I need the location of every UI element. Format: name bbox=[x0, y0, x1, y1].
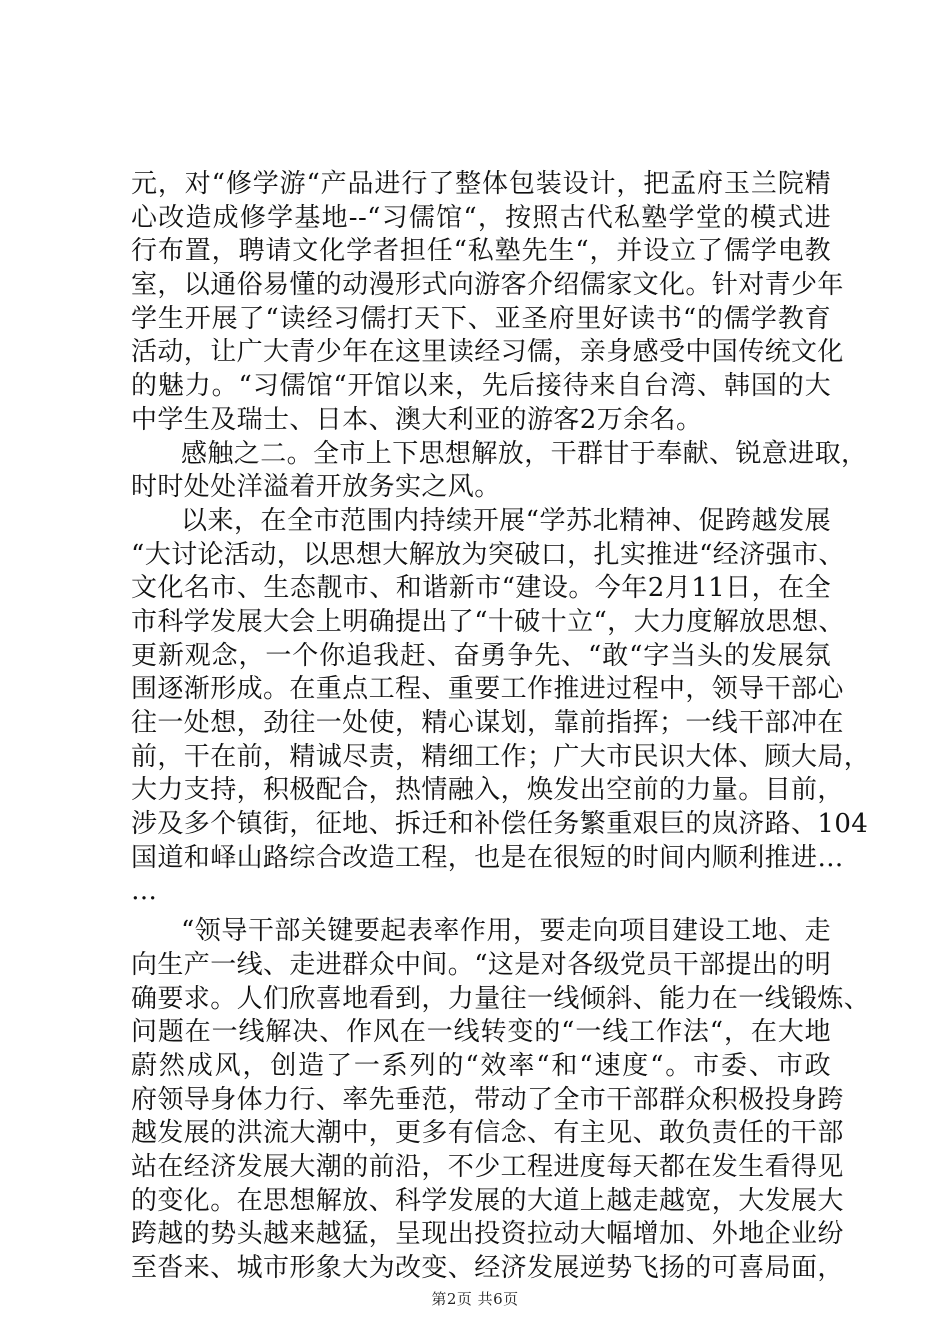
text-line: 往一处想，劲往一处使，精心谋划，靠前指挥；一线干部冲在 bbox=[131, 708, 844, 738]
text-line: 涉及多个镇街，征地、拆迁和补偿任务繁重艰巨的岚济路、104 bbox=[131, 809, 869, 840]
text-line: 蔚然成风，创造了一系列的“效率“和“速度“。市委、市政 bbox=[131, 1050, 831, 1081]
page-footer bbox=[0, 1288, 950, 1309]
text-line: 时时处处洋溢着开放务实之风。 bbox=[131, 472, 501, 503]
document-body bbox=[131, 168, 871, 1286]
text-line: … bbox=[131, 876, 158, 907]
text-line: 室，以通俗易懂的动漫形式向游客介绍儒家文化。针对青少年 bbox=[131, 270, 844, 301]
paragraph-start-line: 以来，在全市范围内持续开展“学苏北精神、促跨越发展 bbox=[181, 505, 831, 536]
text-line: 活动，让广大青少年在这里读经习儒，亲身感受中国传统文化 bbox=[131, 337, 844, 368]
text-line: 跨越的势头越来越猛，呈现出投资拉动大幅增加、外地企业纷 bbox=[131, 1219, 844, 1250]
text-line: 更新观念，一个你追我赶、奋勇争先、“敢“字当头的发展氛 bbox=[131, 640, 831, 671]
text-line: 越发展的洪流大潮中，更多有信念、有主见、敢负责任的干部 bbox=[131, 1118, 844, 1149]
text-line: 围逐渐形成。在重点工程、重要工作推进过程中，领导干部心 bbox=[131, 674, 844, 705]
text-line: 心改造成修学基地--“习儒馆“，按照古代私塾学堂的模式进 bbox=[131, 202, 831, 233]
text-line: “大讨论活动，以思想大解放为突破口，扎实推进“经济强市、 bbox=[131, 539, 845, 570]
text-line: 元，对“修学游“产品进行了整体包装设计，把孟府玉兰院精 bbox=[131, 169, 831, 199]
text-line: 站在经济发展大潮的前沿，不少工程进度每天都在发生看得见 bbox=[131, 1151, 844, 1182]
text-line: 学生开展了“读经习儒打天下、亚圣府里好读书“的儒学教育 bbox=[131, 303, 831, 334]
text-line: 的魅力。“习儒馆“开馆以来，先后接待来自台湾、韩国的大 bbox=[131, 371, 831, 402]
text-line: 行布置，聘请文化学者担任“私塾先生“，并设立了儒学电教 bbox=[131, 236, 831, 267]
text-line: 国道和峄山路综合改造工程，也是在很短的时间内顺利推进… bbox=[131, 842, 844, 873]
text-line: 的变化。在思想解放、科学发展的大道上越走越宽，大发展大 bbox=[131, 1185, 844, 1216]
text-line: 问题在一线解决、作风在一线转变的“一线工作法“，在大地 bbox=[131, 1017, 831, 1048]
text-line: 确要求。人们欣喜地看到，力量往一线倾斜、能力在一线锻炼、 bbox=[131, 983, 871, 1014]
text-line: 至沓来、城市形象大为改变、经济发展逆势飞扬的可喜局面， bbox=[131, 1253, 844, 1283]
text-line: 市科学发展大会上明确提出了“十破十立“，大力度解放思想、 bbox=[131, 606, 845, 637]
text-line: 文化名市、生态靓市、和谐新市“建设。今年2月11日，在全 bbox=[131, 573, 831, 604]
page-number: 第2页 共6页 bbox=[431, 1290, 519, 1308]
text-line: 中学生及瑞士、日本、澳大利亚的游客2万余名。 bbox=[131, 404, 703, 435]
paragraph-start-line: “领导干部关键要起表率作用，要走向项目建设工地、走 bbox=[181, 916, 831, 947]
text-line: 府领导身体力行、率先垂范，带动了全市干部群众积极投身跨 bbox=[131, 1084, 844, 1115]
text-line: 向生产一线、走进群众中间。“这是对各级党员干部提出的明 bbox=[131, 949, 832, 980]
text-line: 大力支持，积极配合，热情融入，焕发出空前的力量。目前， bbox=[131, 775, 844, 806]
paragraph-start-line: 感触之二。全市上下思想解放，干群甘于奉献、锐意进取， bbox=[181, 438, 868, 469]
text-line: 前，干在前，精诚尽责，精细工作；广大市民识大体、顾大局， bbox=[131, 741, 871, 772]
